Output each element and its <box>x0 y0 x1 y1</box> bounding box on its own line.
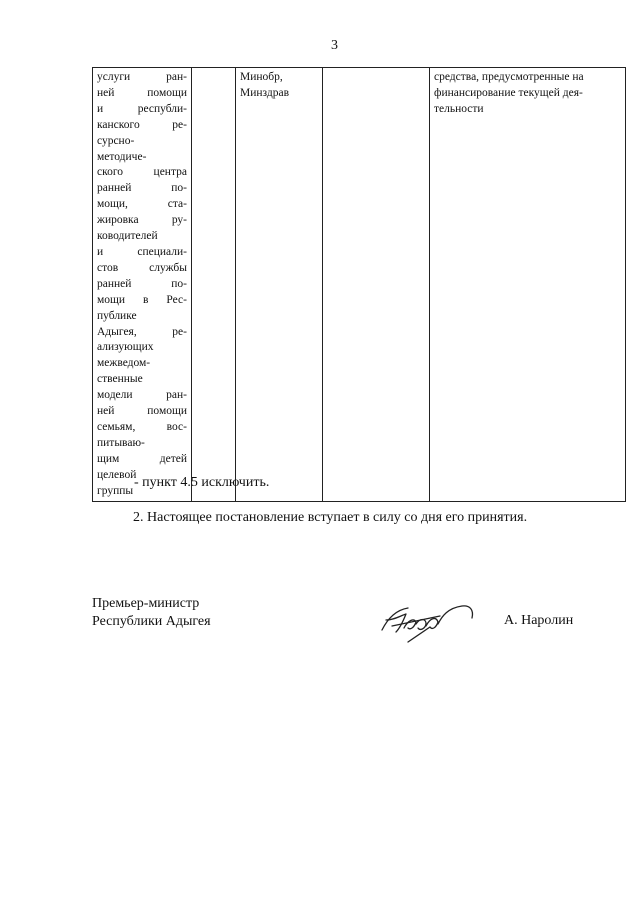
measure-description-line: ранней по- <box>97 182 187 195</box>
measure-description-line: щим детей <box>97 452 187 465</box>
measure-description-line: ственные <box>97 373 143 386</box>
measure-description-line: услуги ран- <box>97 71 187 83</box>
funding-source-cell <box>430 68 626 502</box>
responsible-line: Минздрав <box>240 86 290 99</box>
amendment-text: - пункт 4.5 исключить. <box>134 475 270 490</box>
measure-description-line: ализующих <box>97 341 154 354</box>
table-row <box>93 68 626 502</box>
handwritten-signature <box>370 594 480 651</box>
measure-description-line: ского центра <box>97 166 187 179</box>
measure-description-line: жировка ру- <box>97 214 187 227</box>
measure-description-line: стов службы <box>97 261 187 274</box>
measure-description-line: Адыгея, ре- <box>97 325 187 338</box>
clause-2-text: 2. Настоящее постановление вступает в силу со дня его принятия. <box>133 510 528 525</box>
empty-cell <box>192 68 236 502</box>
measure-description-line: ководителей <box>97 230 158 243</box>
signatory-title-line-1: Премьер-министр <box>92 596 200 611</box>
responsible-line: Минобр, <box>240 71 283 83</box>
measure-description-line: мощи, ста- <box>97 198 187 211</box>
funding-source-line: тельности <box>434 102 484 115</box>
measure-description-line: семьям, вос- <box>97 420 187 433</box>
responsible-cell <box>236 68 323 502</box>
measure-description-line: ней помощи <box>97 86 187 99</box>
measure-description-line: межведом- <box>97 357 151 370</box>
measure-description-line: мощи в Рес- <box>97 293 187 306</box>
measure-description-line: канского ре- <box>97 118 187 131</box>
measure-description-line: модели ран- <box>97 389 187 402</box>
signatory-title-line-2: Республики Адыгея <box>92 614 211 629</box>
signatory-title <box>92 595 211 631</box>
measures-table <box>92 67 626 502</box>
measure-description-line: питываю- <box>97 436 145 449</box>
measure-description-line: публике <box>97 309 137 322</box>
measure-description-line: методиче- <box>97 150 147 163</box>
signatory-name: А. Наролин <box>504 613 574 628</box>
measure-description-line: сурсно- <box>97 134 135 147</box>
measure-description-line: и специали- <box>97 245 187 258</box>
funding-source-line: финансирование текущей дея- <box>434 86 583 99</box>
measure-description-line: ней помощи <box>97 405 187 418</box>
measure-description-cell <box>93 68 192 502</box>
measure-description-line: целевой <box>97 468 137 481</box>
measure-description-line: и республи- <box>97 102 187 115</box>
measure-description-line: группы <box>97 484 134 497</box>
measure-description-line: ранней по- <box>97 277 187 290</box>
page-number: 3 <box>331 38 338 53</box>
funding-source-line: средства, предусмотренные на <box>434 71 584 83</box>
empty-cell <box>323 68 430 502</box>
